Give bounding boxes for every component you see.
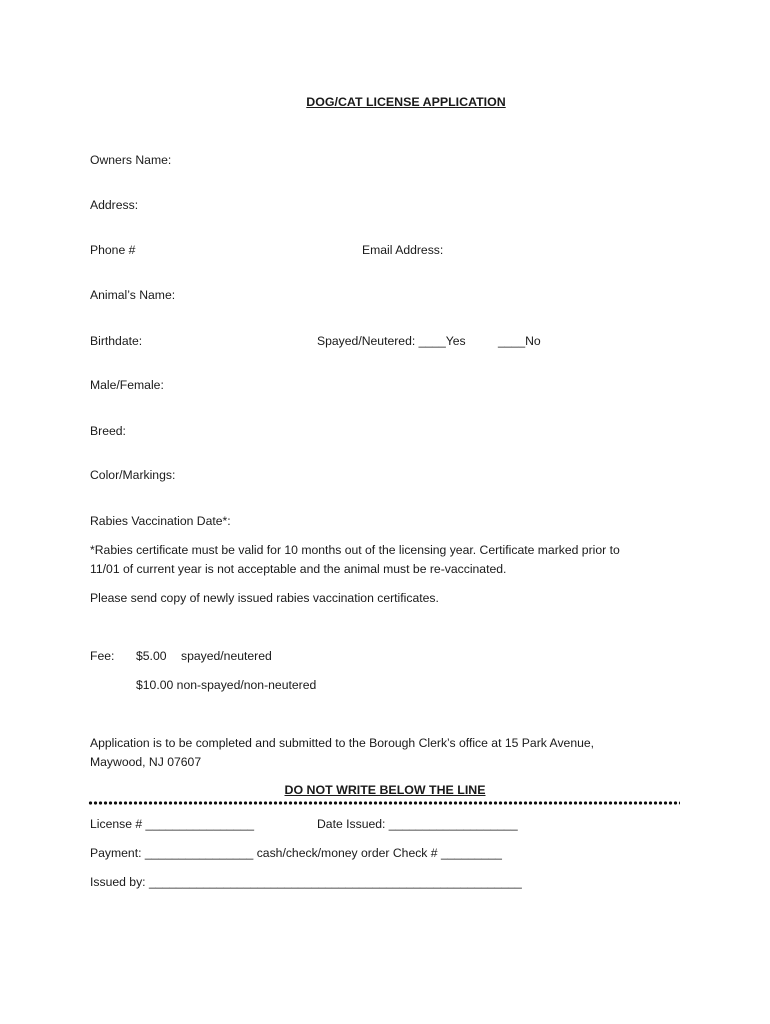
spayed-neutered-no: ____No	[498, 334, 541, 348]
submission-line2: Maywood, NJ 07607	[90, 755, 202, 769]
submission-line1: Application is to be completed and submitted to the Borough Clerk’s office at 15 Park Avenue,	[90, 736, 595, 750]
rabies-note-line2: 11/01 of current year is not acceptable and the animal must be re-vaccinated.	[90, 562, 507, 576]
spayed-neutered-yes: Spayed/Neutered: ____Yes	[317, 334, 466, 348]
issued-by-field: Issued by: _______________________________________________________	[90, 875, 522, 889]
form-title: DOG/CAT LICENSE APPLICATION	[306, 95, 506, 109]
date-issued-field: Date Issued: ___________________	[317, 817, 518, 831]
animal-name-label: Animal’s Name:	[90, 288, 176, 302]
phone-label: Phone #	[90, 243, 136, 257]
fee-spayed-text: spayed/neutered	[181, 649, 272, 663]
fee-spayed-amount: $5.00	[136, 649, 167, 663]
rabies-note-line1: *Rabies certificate must be valid for 10 months out of the licensing year. Certificate marked prior to	[90, 543, 620, 557]
owners-name-label: Owners Name:	[90, 153, 172, 167]
license-number-field: License # ________________	[90, 817, 255, 831]
dotted-divider	[88, 800, 680, 806]
birthdate-label: Birthdate:	[90, 334, 143, 348]
fee-label: Fee:	[90, 649, 115, 663]
male-female-label: Male/Female:	[90, 378, 164, 392]
rabies-date-label: Rabies Vaccination Date*:	[90, 514, 231, 528]
payment-field: Payment: ________________ cash/check/money order Check # _________	[90, 846, 502, 860]
breed-label: Breed:	[90, 424, 126, 438]
send-copy-note: Please send copy of newly issued rabies vaccination certificates.	[90, 591, 439, 605]
do-not-write-heading: DO NOT WRITE BELOW THE LINE	[284, 783, 486, 797]
fee-non-spayed: $10.00 non-spayed/non-neutered	[136, 678, 317, 692]
address-label: Address:	[90, 198, 139, 212]
email-label: Email Address:	[362, 243, 444, 257]
color-markings-label: Color/Markings:	[90, 468, 176, 482]
